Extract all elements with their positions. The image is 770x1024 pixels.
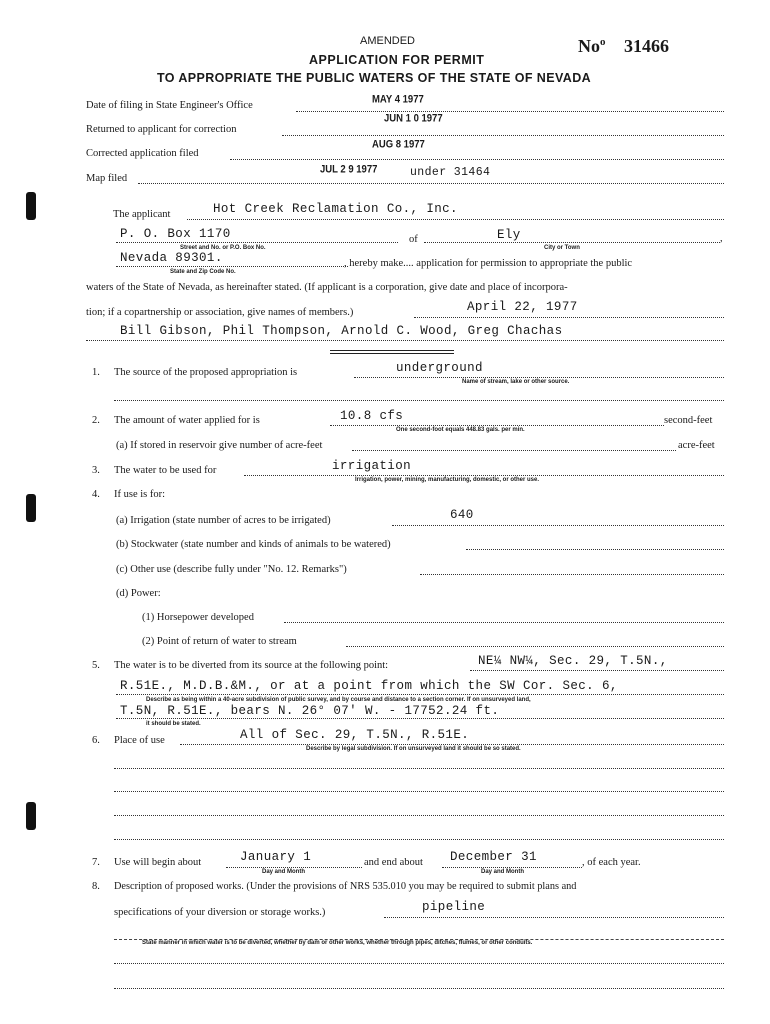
applicant-label: The applicant — [113, 209, 171, 220]
item-4c-line — [420, 574, 724, 575]
item-4a-label: (a) Irrigation (state number of acres to be irrigated) — [116, 515, 331, 526]
applicant-street: P. O. Box 1170 — [120, 227, 231, 241]
incorporation-line — [414, 317, 724, 318]
item-1-label: The source of the proposed appropriation is — [114, 367, 298, 378]
item-3-value: irrigation — [332, 459, 412, 473]
item-7-mid-label: and end about — [364, 857, 423, 868]
item-1-number: 1. — [92, 367, 100, 378]
item-4d2-line — [346, 646, 724, 647]
binder-hole-top — [26, 192, 36, 220]
item-6-value: All of Sec. 29, T.5N., R.51E. — [240, 728, 470, 742]
street-line — [116, 242, 398, 243]
item-5-label: The water is to be diverted from its source at the following point: — [114, 660, 389, 671]
item-5-value-line2: R.51E., M.D.B.&M., or at a point from which the SW Cor. Sec. 6, — [120, 679, 618, 693]
returned-value: JUN 1 0 1977 — [384, 112, 443, 125]
item-6-caption: Describe by legal subdivision. If on unsurveyed land it should be so stated. — [306, 746, 521, 752]
map-filed-label: Map filed — [86, 173, 128, 184]
number-label: No — [578, 36, 600, 56]
item-1-value: underground — [396, 361, 483, 375]
item-4b-line — [466, 549, 724, 550]
form-title: APPLICATION FOR PERMIT — [309, 53, 485, 67]
binder-hole-middle — [26, 494, 36, 522]
section-divider — [330, 350, 454, 354]
corrected-line — [230, 159, 724, 160]
item-8-extra-line3 — [114, 988, 724, 989]
map-filed-under: under 31464 — [410, 166, 491, 179]
item-6-label: Place of use — [114, 735, 165, 746]
item-7-begin-line — [226, 867, 362, 868]
item-6-line — [180, 744, 724, 745]
corrected-label: Corrected application filed — [86, 148, 199, 159]
item-7-end-value: December 31 — [450, 850, 537, 864]
item-2a-line — [352, 450, 676, 451]
corrected-value: AUG 8 1977 — [372, 138, 425, 151]
item-3-number: 3. — [92, 465, 100, 476]
item-4-label: If use is for: — [114, 489, 166, 500]
item-2a-label: (a) If stored in reservoir give number of acre-feet — [116, 440, 323, 451]
waters-text: waters of the State of Nevada, as hereinafter stated. (If applicant is a corporation, give date and place of incorpora- — [86, 282, 568, 293]
item-7-label: Use will begin about — [114, 857, 202, 868]
item-4d-label: (d) Power: — [116, 588, 161, 599]
returned-label: Returned to applicant for correction — [86, 124, 237, 135]
item-7-suffix: , of each year. — [582, 857, 641, 868]
map-filed-value: JUL 2 9 1977 — [320, 163, 378, 176]
item-2-number: 2. — [92, 415, 100, 426]
city-line — [424, 242, 720, 243]
city-comma: , — [720, 233, 723, 244]
filing-date-label: Date of filing in State Engineer's Office — [86, 100, 253, 111]
item-4d1-line — [284, 622, 724, 623]
item-5-value-line1: NE¼ NW¼, Sec. 29, T.5N., — [478, 654, 668, 668]
map-filed-line — [138, 183, 724, 184]
item-6-extra-line1 — [114, 768, 724, 769]
item-8-label: Description of proposed works. (Under the provisions of NRS 535.010 you may be required to submit plans and — [114, 881, 577, 892]
item-4a-line — [392, 525, 724, 526]
partnership-text: tion; if a copartnership or association, give names of members.) — [86, 307, 354, 318]
item-3-caption: Irrigation, power, mining, manufacturing, domestic, or other use. — [355, 477, 540, 483]
members-line — [86, 340, 724, 341]
item-2-value: 10.8 cfs — [340, 409, 404, 423]
item-3-label: The water to be used for — [114, 465, 217, 476]
item-8-label2: specifications of your diversion or storage works.) — [114, 907, 326, 918]
item-2a-suffix: acre-feet — [678, 440, 715, 451]
applicant-line — [187, 219, 724, 220]
incorporation-date: April 22, 1977 — [467, 300, 578, 314]
item-4b-label: (b) Stockwater (state number and kinds of animals to be watered) — [116, 539, 391, 550]
item-5-line1 — [470, 670, 724, 671]
item-4c-label: (c) Other use (describe fully under "No. 12. Remarks") — [116, 564, 347, 575]
item-5-line3 — [116, 718, 724, 719]
item-4d2-label: (2) Point of return of water to stream — [142, 636, 297, 647]
application-number-block: No$^o$ 31466 — [578, 36, 669, 56]
returned-line — [282, 135, 724, 136]
item-1-caption: Name of stream, lake or other source. — [462, 379, 570, 385]
item-6-extra-line4 — [114, 839, 724, 840]
item-2-line — [330, 425, 664, 426]
filing-date-line — [296, 111, 724, 112]
item-7-begin-caption: Day and Month — [262, 869, 305, 875]
applicant-name: Hot Creek Reclamation Co., Inc. — [213, 202, 458, 216]
city-caption: City or Town — [544, 245, 580, 251]
item-6-number: 6. — [92, 735, 100, 746]
item-4d1-label: (1) Horsepower developed — [142, 612, 254, 623]
amended-label: AMENDED — [360, 35, 416, 47]
application-number: 31466 — [624, 36, 669, 56]
applicant-state-zip: Nevada 89301. — [120, 251, 223, 265]
item-1-extra-line — [114, 400, 724, 401]
item-5-value-line3: T.5N, R.51E., bears N. 26° 07' W. - 17752.24 ft. — [120, 704, 500, 718]
item-4a-value: 640 — [450, 508, 474, 522]
item-5-line2 — [116, 694, 724, 695]
item-7-number: 7. — [92, 857, 100, 868]
item-8-extra-line2 — [114, 963, 724, 964]
item-3-line — [244, 475, 724, 476]
binder-hole-bottom — [26, 802, 36, 830]
of-label: of — [409, 234, 418, 245]
applicant-city: Ely — [497, 228, 521, 242]
item-8-caption: State manner in which water is to be diverted, whether by dam or other works, whether through pipes, ditches, flumes, or other conduits. — [142, 940, 533, 946]
filing-date-value: MAY 4 1977 — [372, 93, 424, 106]
item-8-value: pipeline — [422, 900, 486, 914]
state-caption: State and Zip Code No. — [170, 269, 236, 275]
street-caption: Street and No. or P.O. Box No. — [180, 245, 266, 251]
item-1-line — [354, 377, 724, 378]
form-subtitle: TO APPROPRIATE THE PUBLIC WATERS OF THE STATE OF NEVADA — [157, 71, 592, 85]
item-4-number: 4. — [92, 489, 100, 500]
item-8-number: 8. — [92, 881, 100, 892]
item-6-extra-line3 — [114, 815, 724, 816]
item-7-begin-value: January 1 — [240, 850, 312, 864]
state-zip-line — [116, 266, 348, 267]
item-2-label: The amount of water applied for is — [114, 415, 260, 426]
item-2-caption: One second-foot equals 448.83 gals. per min. — [396, 427, 525, 433]
item-7-end-line — [442, 867, 582, 868]
item-7-end-caption: Day and Month — [481, 869, 524, 875]
hereby-text: , hereby make.... application for permission to appropriate the public — [344, 258, 633, 269]
item-5-caption1: Describe as being within a 40-acre subdivision of public survey, and by course and distance to a section corner. If on unsurveyed land, — [146, 697, 531, 703]
item-2-suffix: second-feet — [664, 415, 713, 426]
item-8-line — [384, 917, 724, 918]
item-5-caption2: it should be stated. — [146, 721, 201, 727]
item-5-number: 5. — [92, 660, 100, 671]
item-6-extra-line2 — [114, 791, 724, 792]
members-names: Bill Gibson, Phil Thompson, Arnold C. Wood, Greg Chachas — [120, 324, 563, 338]
